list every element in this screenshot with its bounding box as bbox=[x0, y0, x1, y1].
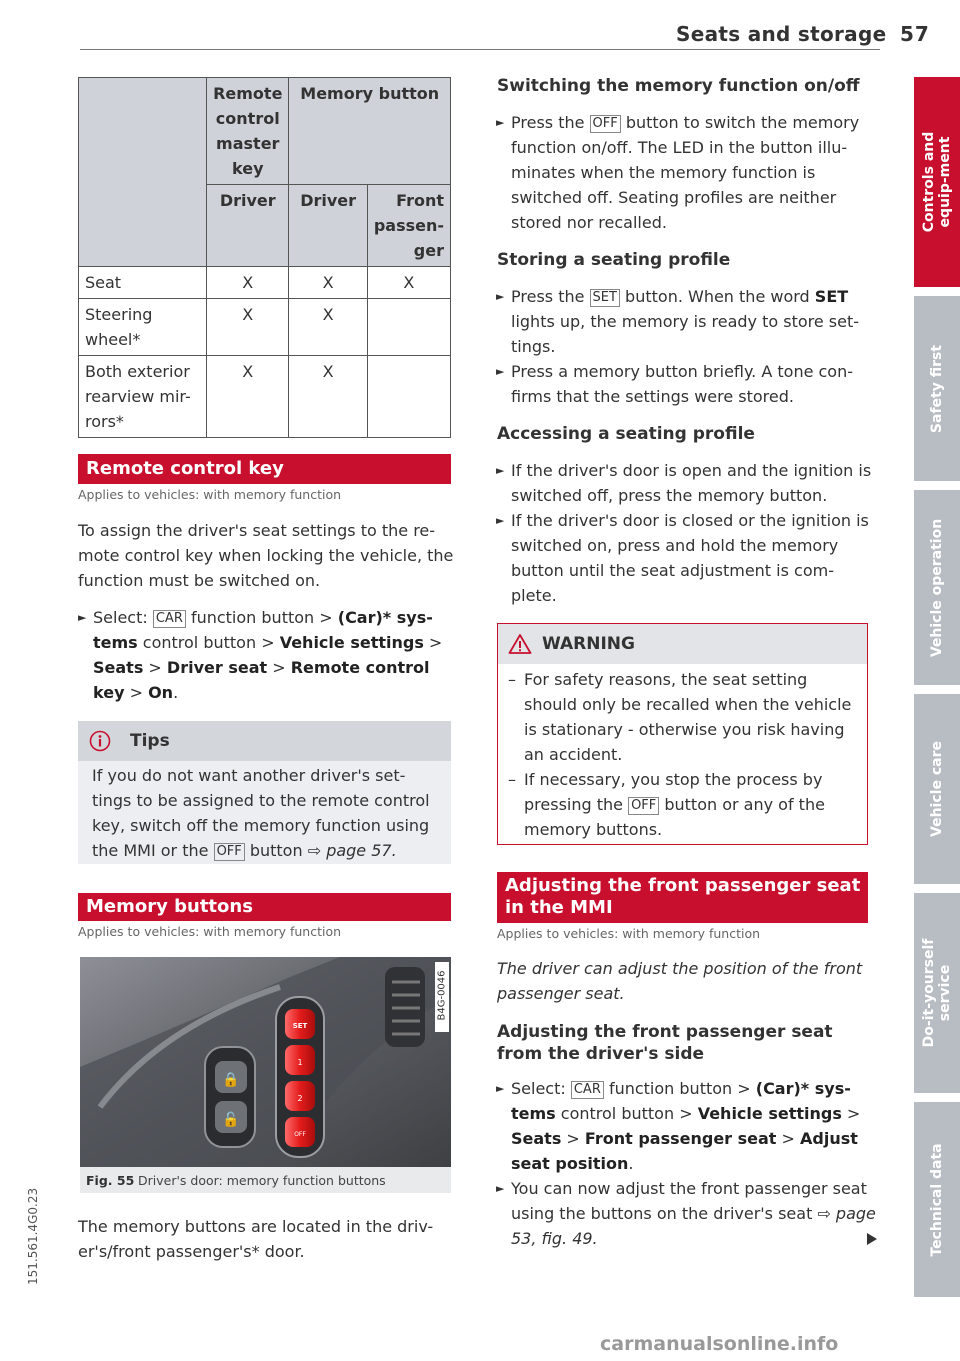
figure-code-box bbox=[435, 962, 449, 1032]
storing-bullet-2: ► Press a memory button briefly. A tone con-firms that the settings were stored. bbox=[511, 359, 876, 409]
table-header-row bbox=[79, 78, 451, 185]
storing-steps bbox=[511, 284, 876, 409]
set-button-label: SET bbox=[292, 1022, 308, 1030]
remote-key-applies: Applies to vehicles: with memory function bbox=[78, 487, 342, 502]
off-key: OFF bbox=[590, 115, 621, 133]
remote-key-title: Remote control key bbox=[78, 454, 451, 484]
continue-arrow-icon bbox=[866, 1232, 878, 1246]
table-cell: X bbox=[207, 267, 289, 299]
warning-item-2: – If necessary, you stop the process by pressing the OFF button or any of the memory buttons. bbox=[508, 770, 825, 839]
section-title: Seats and storage bbox=[676, 22, 887, 46]
adjust-mmi-applies: Applies to vehicles: with memory function bbox=[497, 926, 761, 941]
set-key: SET bbox=[590, 289, 620, 307]
adjust-mmi-bullet-1: ► Select: CAR function button > (Car)* sys-tems control button > Vehicle settings > Seats > Front passenger seat > Adjust seat position. bbox=[511, 1076, 876, 1176]
remote-key-intro: To assign the driver's seat settings to the re-mote control key when locking the vehicle, the function must be switched on. bbox=[78, 521, 454, 590]
memory-buttons-title: Memory buttons bbox=[78, 893, 451, 921]
sidebar-tab-label: Technical data bbox=[929, 1142, 945, 1257]
memory-table bbox=[78, 77, 451, 438]
warning-box bbox=[497, 623, 868, 845]
table-sub-driver-a: Driver bbox=[207, 185, 289, 267]
car-key: CAR bbox=[571, 1081, 604, 1099]
sidebar-tab-label: Vehicle care bbox=[929, 741, 945, 837]
sidebar-tab-vehicle-care[interactable] bbox=[914, 694, 960, 884]
header-rule bbox=[80, 49, 880, 50]
watermark: carmanualsonline.info bbox=[600, 1333, 839, 1355]
car-key: CAR bbox=[153, 610, 186, 628]
switching-title: Switching the memory function on/off bbox=[497, 76, 860, 96]
door-illustration bbox=[80, 957, 451, 1167]
table-sub-driver-b: Driver bbox=[289, 185, 367, 267]
figure-number: Fig. 55 bbox=[86, 1173, 135, 1188]
off-key: OFF bbox=[214, 843, 245, 861]
remote-key-bullet: ► Select: CAR function button > (Car)* sys-tems control button > Vehicle settings > Seats > Driver seat > Remote control key > On. bbox=[93, 605, 453, 705]
adjust-mmi-bullet-2: ► You can now adjust the front passenger seat using the buttons on the driver's seat ⇨ page 53, fig. 49. bbox=[511, 1176, 876, 1251]
figure-code: B4G-0046 bbox=[436, 970, 448, 1021]
storing-title: Storing a seating profile bbox=[497, 250, 731, 270]
table-cell: X bbox=[289, 356, 367, 438]
svg-text:🔒: 🔒 bbox=[222, 1072, 240, 1088]
figure-caption-text: Driver's door: memory function buttons bbox=[138, 1173, 386, 1188]
tips-body: If you do not want another driver's set-tings to be assigned to the remote control key, switch off the memory function using the MMI or the OFF button ⇨ page 57. bbox=[78, 761, 451, 864]
table-cell: X bbox=[289, 267, 367, 299]
sidebar-tab-label: Do-it-yourself service bbox=[921, 938, 953, 1048]
adjust-mmi-intro: The driver can adjust the position of the front passenger seat. bbox=[497, 959, 863, 1003]
tips-title: Tips bbox=[130, 731, 170, 751]
table-cell: X bbox=[207, 299, 289, 356]
figure-caption bbox=[80, 1167, 451, 1193]
sidebar-tab-vehicle-operation[interactable] bbox=[914, 490, 960, 685]
accessing-bullet-2: ► If the driver's door is closed or the ignition is switched on, press and hold the memory button until the seat adjustment is com-plete. bbox=[511, 508, 876, 608]
svg-text:🔓: 🔓 bbox=[222, 1112, 240, 1128]
sidebar-tab-label: Safety first bbox=[929, 344, 945, 433]
table-row bbox=[79, 299, 451, 356]
table-cell-label: Seat bbox=[79, 267, 207, 299]
warning-header bbox=[498, 624, 867, 664]
storing-bullet-1: ► Press the SET button. When the word SET lights up, the memory is ready to store set-tings. bbox=[511, 284, 876, 359]
table-cell: X bbox=[367, 267, 450, 299]
table-row bbox=[79, 356, 451, 438]
table-head-memory: Memory button bbox=[289, 78, 451, 185]
footer-code: 151.561.4G0.23 bbox=[26, 1187, 40, 1285]
table-cell bbox=[367, 356, 450, 438]
off-button-label: OFF bbox=[294, 1131, 306, 1138]
accessing-bullet-1: ► If the driver's door is open and the ignition is switched off, press the memory button. bbox=[511, 458, 876, 508]
warning-item-1: – For safety reasons, the seat setting should only be recalled when the vehicle is stationary - otherwise you risk having an accident. bbox=[508, 670, 852, 764]
warning-title: WARNING bbox=[542, 634, 635, 654]
sidebar-tab-label: Controls and equip-ment bbox=[921, 131, 953, 233]
tips-header bbox=[78, 721, 451, 761]
table-cell-label: Steering wheel* bbox=[79, 299, 207, 356]
table-cell bbox=[367, 299, 450, 356]
table-row bbox=[79, 267, 451, 299]
sidebar-tab-diy-service[interactable] bbox=[914, 893, 960, 1093]
table-cell-label: Both exterior rearview mir-rors* bbox=[79, 356, 207, 438]
table-corner bbox=[79, 78, 207, 267]
switching-step bbox=[511, 110, 876, 235]
adjust-mmi-title: Adjusting the front passenger seat in the MMI bbox=[497, 872, 868, 923]
adjust-mmi-steps bbox=[511, 1076, 876, 1251]
page-number: 57 bbox=[900, 22, 930, 46]
remote-key-step bbox=[93, 605, 453, 705]
memory-buttons-body: The memory buttons are located in the driv-er's/front passenger's* door. bbox=[78, 1217, 434, 1261]
switching-bullet: ► Press the OFF button to switch the memory function on/off. The LED in the button illu-minates when the memory function is switched off. Seating profiles are neither stored nor recalled. bbox=[511, 110, 876, 235]
table-head-remote: Remote control master key bbox=[207, 78, 289, 185]
warning-triangle-icon bbox=[508, 633, 532, 655]
off-key: OFF bbox=[628, 797, 659, 815]
one-button-label: 1 bbox=[297, 1058, 303, 1067]
warning-items bbox=[508, 667, 858, 842]
accessing-steps bbox=[511, 458, 876, 608]
sidebar-tab-technical-data[interactable] bbox=[914, 1102, 960, 1297]
memory-buttons-applies: Applies to vehicles: with memory function bbox=[78, 924, 342, 939]
sidebar-tab-label: Vehicle operation bbox=[929, 518, 945, 657]
table-sub-passenger: Front passen-ger bbox=[367, 185, 450, 267]
accessing-title: Accessing a seating profile bbox=[497, 424, 755, 444]
sidebar-tab-controls[interactable] bbox=[914, 77, 960, 287]
door-figure bbox=[80, 957, 451, 1167]
table-cell: X bbox=[207, 356, 289, 438]
two-button-label: 2 bbox=[297, 1094, 303, 1103]
sidebar-tab-safety[interactable] bbox=[914, 296, 960, 481]
adjust-mmi-subtitle: Adjusting the front passenger seat from the driver's side bbox=[497, 1022, 833, 1064]
table-cell: X bbox=[289, 299, 367, 356]
info-icon bbox=[89, 730, 111, 752]
